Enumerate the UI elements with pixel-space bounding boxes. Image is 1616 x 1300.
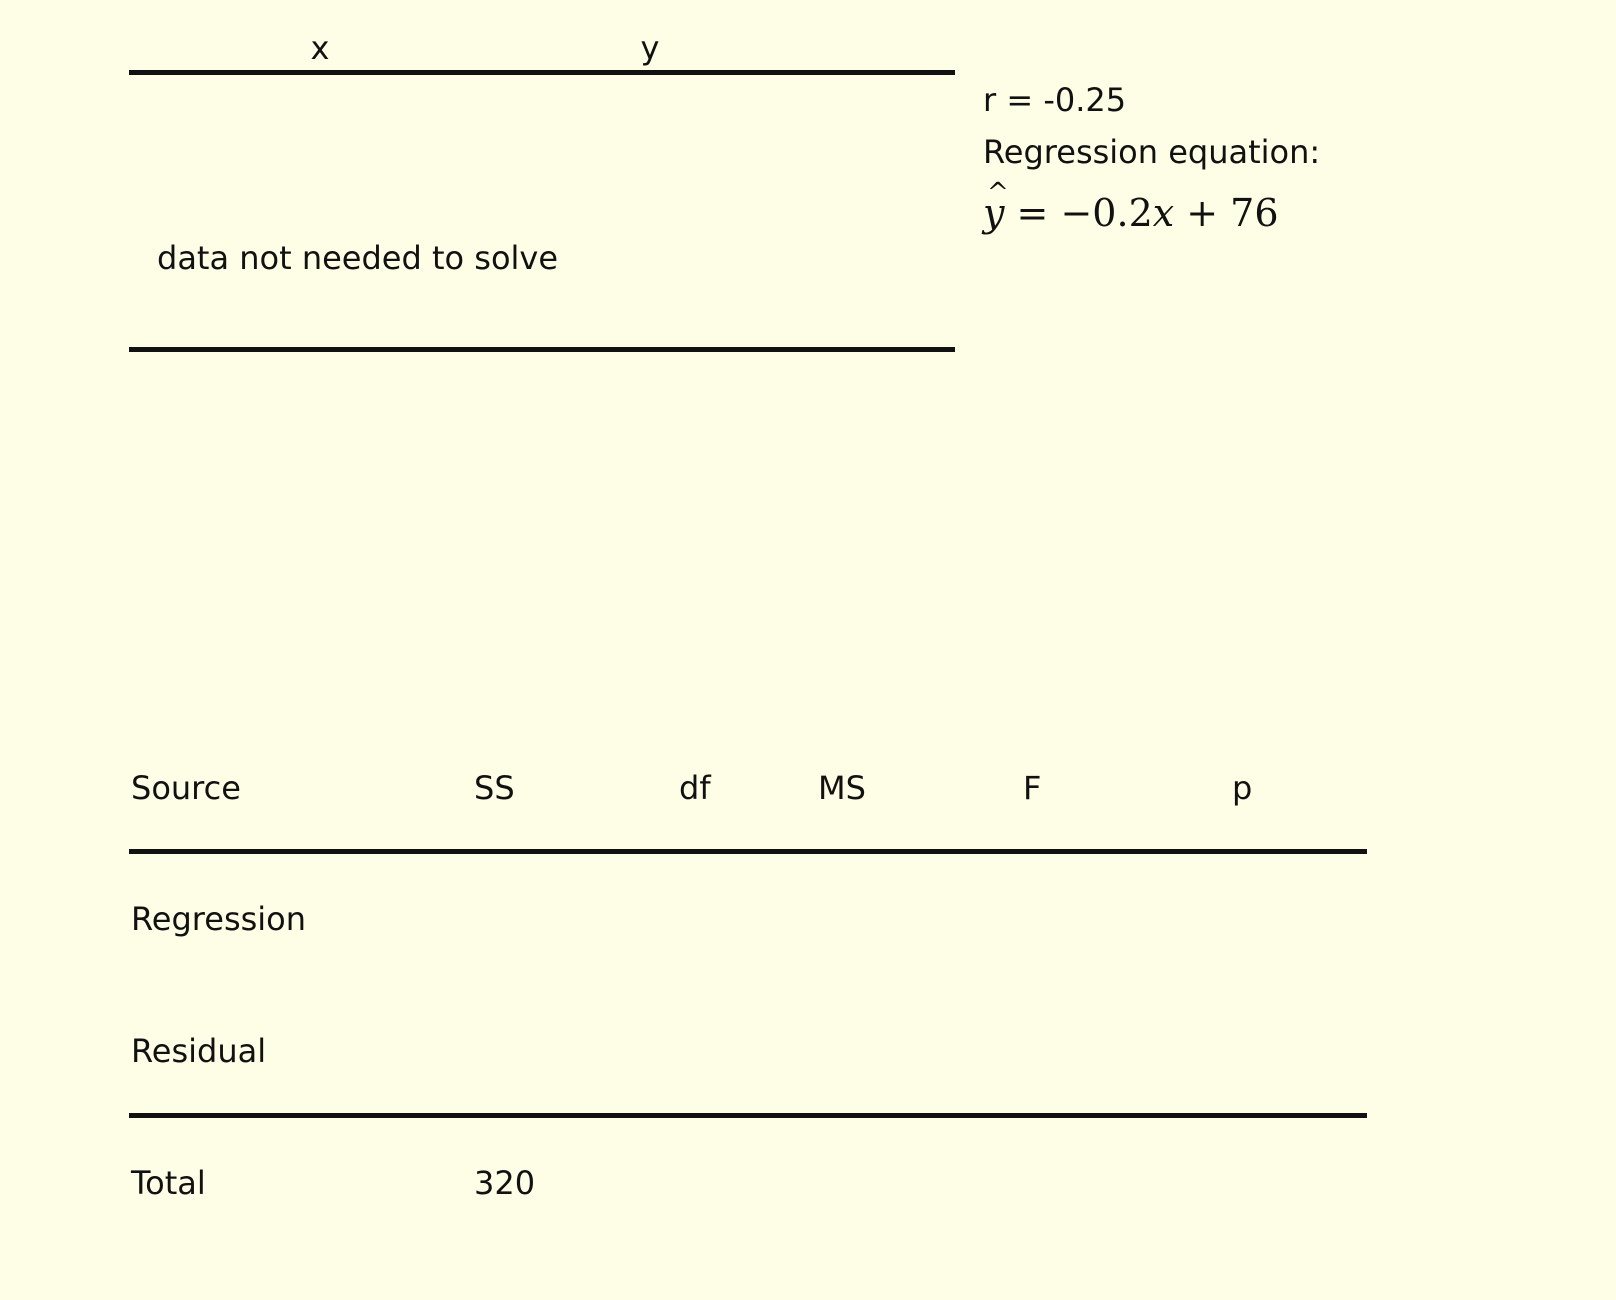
anova-cell-ss: 320 [474, 1164, 536, 1202]
anova-header-ss: SS [474, 769, 515, 807]
equation-equals: = [1004, 191, 1061, 235]
regression-equation-label: Regression equation: [983, 133, 1321, 171]
anova-header-p: p [1232, 769, 1253, 807]
data-table-top-rule [129, 70, 955, 75]
regression-equation [983, 191, 1279, 235]
anova-row-label: Residual [131, 1032, 267, 1070]
data-table-bottom-rule [129, 347, 955, 352]
anova-header-df: df [679, 769, 711, 807]
data-table-note: data not needed to solve [157, 239, 559, 277]
anova-total-rule [129, 1113, 1367, 1118]
anova-header-rule [129, 849, 1367, 854]
anova-header-source: Source [131, 769, 241, 807]
col-header-y: y [640, 29, 660, 67]
equation-coefficient: −0.2 [1060, 191, 1153, 235]
y-hat-symbol: ^ y [983, 194, 1004, 232]
equation-variable: x [1152, 191, 1175, 235]
correlation-value: r = -0.25 [983, 81, 1127, 119]
anova-header-ms: MS [818, 769, 866, 807]
equation-intercept: + 76 [1174, 191, 1279, 235]
anova-row-label: Regression [131, 900, 307, 938]
anova-header-f: F [1023, 769, 1042, 807]
col-header-x: x [310, 29, 330, 67]
anova-row-label: Total [131, 1164, 206, 1202]
